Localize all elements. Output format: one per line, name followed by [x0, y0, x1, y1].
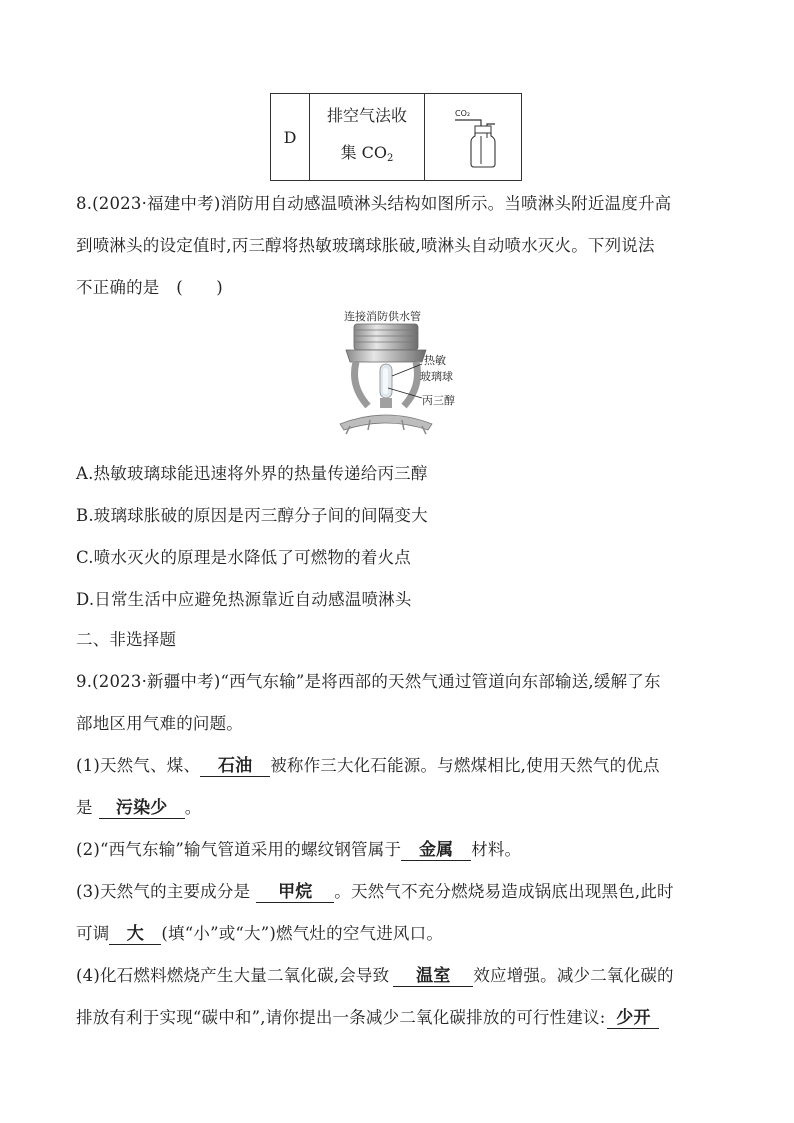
q9-part-1-line-2: 是 污染少 。	[76, 798, 202, 818]
q8-option-b: B.玻璃球胀破的原因是丙三醇分子间的间隔变大	[76, 506, 428, 525]
gas-collection-table	[270, 93, 522, 181]
method-line-2: 集 $CO_2$	[340, 143, 394, 164]
gas-bottle-figure	[425, 94, 521, 176]
q8-option-c: C.喷水灭火的原理是水降低了可燃物的着火点	[76, 548, 411, 567]
table-row	[271, 94, 522, 181]
q8-stem-line-2: 到喷淋头的设定值时,丙三醇将热敏玻璃球胀破,喷淋头自动喷水灭火。下列说法	[76, 236, 655, 255]
answer-blank: 甲烷	[256, 882, 334, 903]
option-letter-cell: D	[271, 94, 310, 181]
q9-stem-line-2: 部地区用气难的问题。	[76, 714, 243, 733]
answer-blank: 金属	[401, 840, 471, 861]
answer-blank: 大	[109, 924, 161, 945]
figure-label-water-pipe: 连接消防供水管	[344, 310, 421, 323]
section-heading: 二、非选择题	[76, 630, 177, 649]
q9-stem-line-1: 9.(2023·新疆中考)“西气东输”是将西部的天然气通过管道向东部输送,缓解了东	[76, 672, 661, 691]
q9-part-3-line-2: 可调 大 (填“小”或“大”)燃气灶的空气进风口。	[76, 924, 444, 944]
figure-label-glycerol: 丙三醇	[422, 394, 455, 407]
q8-option-a: A.热敏玻璃球能迅速将外界的热量传递给丙三醇	[76, 464, 428, 483]
sprinkler-figure	[310, 306, 480, 442]
answer-blank: 温室	[393, 966, 473, 987]
apparatus-cell	[425, 94, 522, 181]
q9-part-1-line-1: (1)天然气、煤、 石油 被称作三大化石能源。与燃煤相比,使用天然气的优点	[76, 756, 660, 776]
answer-blank: 少开	[607, 1008, 659, 1029]
q9-part-4-line-2: 排放有利于实现“碳中和”,请你提出一条减少二氧化碳排放的可行性建议: 少开	[76, 1004, 659, 1029]
q8-stem-line-3: 不正确的是 ( )	[76, 278, 223, 297]
co2-label: CO₂	[455, 109, 471, 118]
q8-stem-line-1: 8.(2023·福建中考)消防用自动感温喷淋头结构如图所示。当喷淋头附近温度升高	[76, 194, 672, 213]
q8-option-d: D.日常生活中应避免热源靠近自动感温喷淋头	[76, 590, 412, 609]
figure-label-glass-1: 热敏	[424, 354, 446, 367]
answer-blank: 污染少	[99, 798, 185, 819]
q9-part-4-line-1: (4)化石燃料燃烧产生大量二氧化碳,会导致 温室 效应增强。减少二氧化碳的	[76, 966, 674, 986]
answer-blank: 石油	[200, 756, 270, 777]
q9-part-2: (2)“西气东输”输气管道采用的螺纹钢管属于 金属 材料。	[76, 840, 522, 860]
method-cell	[310, 94, 425, 181]
q9-part-3-line-1: (3)天然气的主要成分是 甲烷 。天然气不充分燃烧易造成锅底出现黑色,此时	[76, 882, 674, 902]
sprinkler-drawing	[310, 306, 480, 442]
method-line-1: 排空气法收	[326, 106, 407, 125]
figure-label-glass-2: 玻璃球	[420, 370, 453, 383]
